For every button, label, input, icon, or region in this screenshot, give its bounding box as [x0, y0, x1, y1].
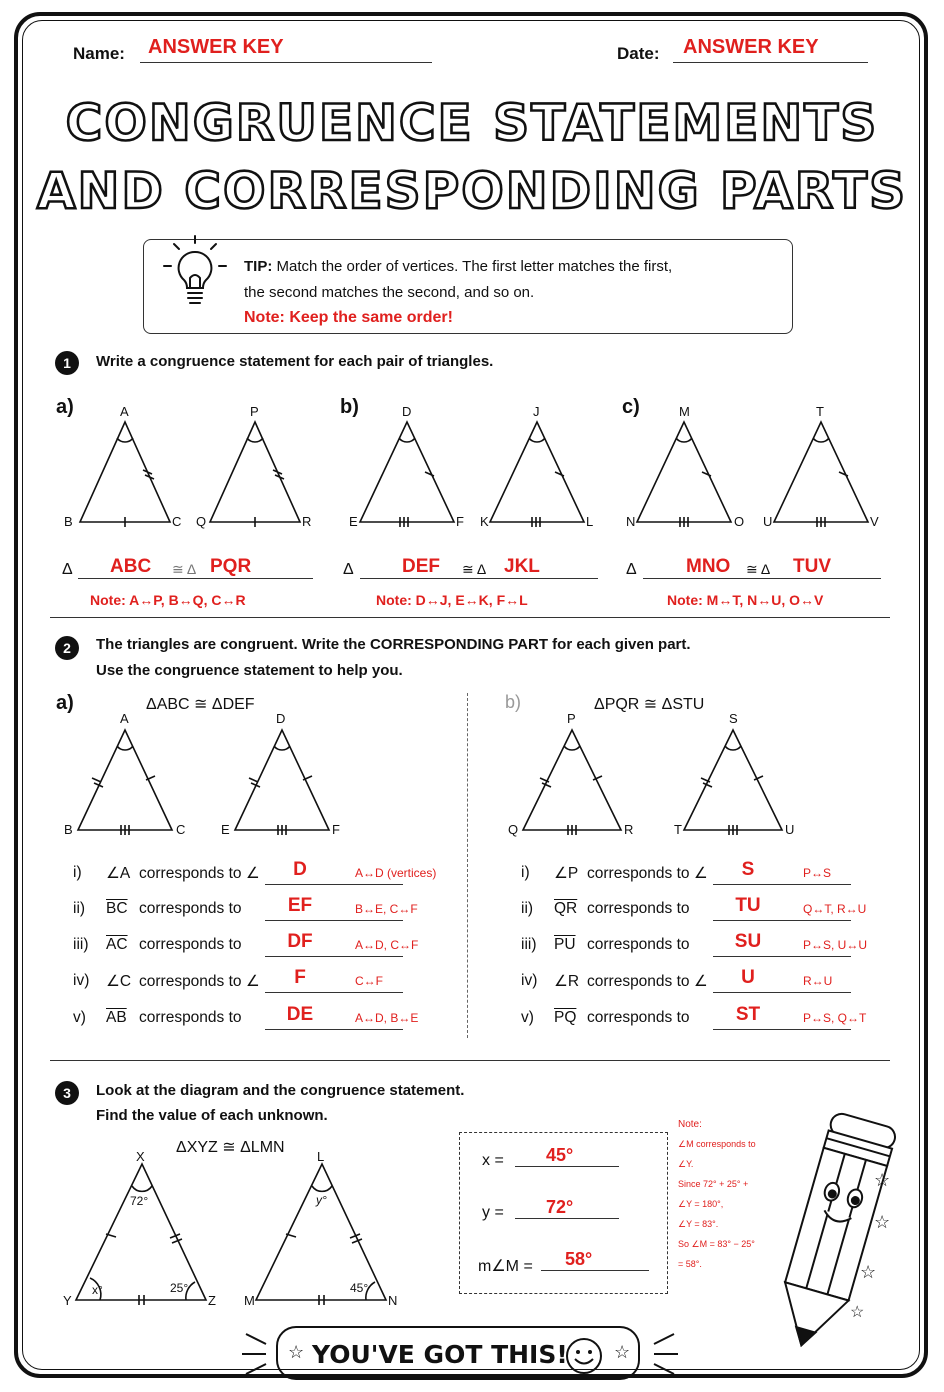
- emphasis-lines-left: [236, 1326, 276, 1380]
- lightbulb-icon: [160, 234, 230, 324]
- m-label: m∠M =: [478, 1258, 533, 1275]
- name-field[interactable]: [140, 36, 432, 63]
- side-note-line: ∠Y.: [678, 1159, 694, 1169]
- vertex-label: E: [221, 822, 230, 837]
- date-field[interactable]: [673, 36, 868, 63]
- tip-note: Note: Keep the same order!: [244, 309, 453, 326]
- section-1-question: Write a congruence statement for each pair of triangles.: [96, 353, 494, 370]
- vertex-label: M: [244, 1293, 255, 1308]
- star-icon: ☆: [860, 1262, 877, 1282]
- vertex-label: V: [870, 514, 879, 529]
- vertex-label: Y: [63, 1293, 72, 1308]
- emphasis-lines-right: [644, 1326, 684, 1380]
- row-number: v): [521, 1009, 534, 1026]
- given-part: $\overline{AC}$: [106, 936, 128, 953]
- star-icon: ☆: [874, 1170, 891, 1190]
- smiley-icon: [562, 1336, 606, 1376]
- vertex-label: L: [317, 1149, 325, 1164]
- vertex-label: C: [172, 514, 182, 529]
- angle-label: 25°: [170, 1281, 189, 1295]
- s2-triangles: [0, 708, 944, 838]
- corresponds-label: corresponds to: [587, 1009, 690, 1026]
- answer-note: P↔S, U↔U: [803, 938, 868, 952]
- title-line2: AND CORRESPONDING PARTS: [36, 162, 908, 220]
- star-icon: ☆: [874, 1212, 891, 1232]
- triangle-pqr: [210, 422, 300, 522]
- vertex-label: U: [785, 822, 795, 837]
- s1c-note: Note: M↔T, N↔U, O↔V: [667, 592, 824, 608]
- vertex-label: D: [402, 404, 412, 419]
- corresponds-label: corresponds to: [587, 936, 690, 953]
- answer: ST: [735, 1004, 761, 1025]
- s1a-cong-symbol: ≅ Δ: [172, 561, 197, 577]
- m-answer-field[interactable]: [541, 1248, 649, 1271]
- vertex-label: R: [302, 514, 312, 529]
- given-part: ∠R: [554, 973, 580, 990]
- vertex-label: K: [480, 514, 489, 529]
- answer: SU: [734, 931, 762, 952]
- answer: DF: [287, 931, 313, 952]
- name-value: ANSWER KEY: [148, 36, 284, 58]
- given-part: $\overline{AB}$: [106, 1009, 127, 1026]
- given-part: $\overline{QR}$: [554, 900, 578, 917]
- s2-part-a-label: a): [56, 692, 74, 714]
- given-part: $\overline{PQ}$: [554, 1009, 577, 1026]
- x-label: x =: [482, 1152, 504, 1169]
- corresponds-label: corresponds to: [139, 936, 242, 953]
- vertex-label: N: [388, 1293, 398, 1308]
- s1b-cong-symbol: ≅ Δ: [462, 561, 487, 577]
- section-1-number: 1: [55, 351, 79, 375]
- s1-part-c-label: c): [622, 396, 640, 418]
- vertex-label: T: [816, 404, 824, 419]
- vertex-label: U: [763, 514, 773, 529]
- s1a-answer2: PQR: [210, 556, 252, 577]
- triangle-mno: [637, 422, 731, 522]
- title-line1: CONGRUENCE STATEMENTS: [65, 94, 879, 152]
- star-icon: ☆: [850, 1304, 865, 1321]
- vertex-label: X: [136, 1149, 145, 1164]
- triangle-jkl: [490, 422, 584, 522]
- vertex-label: F: [456, 514, 464, 529]
- vertex-label: L: [586, 514, 594, 529]
- answer-note: A↔D (vertices): [355, 866, 437, 880]
- section-2-question1: The triangles are congruent. Write the CORRESPONDING PART for each given part.: [96, 636, 691, 653]
- answer: D: [293, 859, 307, 880]
- row-number: i): [73, 864, 82, 881]
- side-note-line: ∠Y = 83°.: [678, 1219, 719, 1229]
- vertex-label: A: [120, 404, 129, 419]
- s3-statement: ΔXYZ ≅ ΔLMN: [176, 1139, 285, 1156]
- s2a-statement: ΔABC ≅ ΔDEF: [146, 696, 255, 713]
- vertex-label: Z: [208, 1293, 216, 1308]
- vertex-label: C: [176, 822, 186, 837]
- vertex-label: O: [734, 514, 745, 529]
- tip-text2: the second matches the second, and so on.: [244, 284, 535, 301]
- s1-triangles: [0, 400, 944, 540]
- s1c-answer1: MNO: [686, 556, 731, 577]
- section-2-question2: Use the congruence statement to help you.: [96, 662, 403, 679]
- y-label: y =: [482, 1204, 504, 1221]
- given-part: $\overline{BC}$: [106, 900, 128, 917]
- given-part: ∠C: [106, 973, 132, 990]
- s1b-tri-symbol: Δ: [343, 561, 354, 578]
- answer-note: A↔D, B↔E: [355, 1011, 419, 1025]
- corresponds-label: corresponds to ∠: [139, 865, 260, 882]
- angle-label: y°: [316, 1193, 327, 1207]
- angle-label: x°: [92, 1283, 103, 1297]
- star-icon: ☆: [288, 1342, 305, 1362]
- answer-note: P↔S: [803, 866, 832, 880]
- given-part: ∠A: [106, 865, 131, 882]
- vertex-label: B: [64, 822, 73, 837]
- star-icon: ☆: [614, 1342, 631, 1362]
- answer-note: Q↔T, R↔U: [803, 902, 867, 916]
- side-note-line: = 58°.: [678, 1259, 702, 1269]
- answer: DE: [286, 1004, 314, 1025]
- row-number: iii): [521, 936, 537, 953]
- given-part: $\overline{PU}$: [554, 936, 576, 953]
- corresponds-label: corresponds to: [139, 900, 242, 917]
- answer: TU: [735, 895, 761, 916]
- corresponds-label: corresponds to: [139, 1009, 242, 1026]
- footer-text: YOU'VE GOT THIS!: [312, 1340, 568, 1369]
- vertex-label: T: [674, 822, 682, 837]
- divider: [50, 1060, 890, 1061]
- s2b-statement: ΔPQR ≅ ΔSTU: [594, 696, 705, 713]
- triangle-def: [360, 422, 454, 522]
- row-number: ii): [73, 900, 86, 917]
- vertex-label: Q: [196, 514, 207, 529]
- date-label: Date:: [617, 44, 660, 63]
- s1b-note: Note: D↔J, E↔K, F↔L: [376, 592, 528, 608]
- vertex-label: R: [624, 822, 634, 837]
- row-number: iii): [73, 936, 89, 953]
- row-number: v): [73, 1009, 86, 1026]
- corresponds-label: corresponds to ∠: [139, 973, 260, 990]
- corresponds-label: corresponds to ∠: [587, 865, 708, 882]
- name-label: Name:: [73, 44, 125, 63]
- vertex-label: J: [533, 404, 540, 419]
- section-3-number: 3: [55, 1081, 79, 1105]
- row-number: iv): [521, 972, 538, 989]
- answer: EF: [287, 895, 313, 916]
- vertex-label: E: [349, 514, 358, 529]
- row-number: ii): [521, 900, 534, 917]
- vertex-label: B: [64, 514, 73, 529]
- m-answer: 58°: [565, 1249, 593, 1269]
- s1a-tri-symbol: Δ: [62, 561, 73, 578]
- row-number: i): [521, 864, 530, 881]
- tip-label: TIP:: [244, 258, 273, 275]
- row-number: iv): [73, 972, 90, 989]
- section-3-question1: Look at the diagram and the congruence statement.: [96, 1082, 465, 1099]
- y-answer: 72°: [546, 1197, 574, 1217]
- section-2-number: 2: [55, 636, 79, 660]
- triangle-tuv: [774, 422, 868, 522]
- vertex-label: A: [120, 711, 129, 726]
- s1-part-a-label: a): [56, 396, 74, 418]
- side-note-line: So ∠M = 83° − 25°: [678, 1239, 755, 1249]
- answer: U: [741, 967, 755, 988]
- section-3-question2: Find the value of each unknown.: [96, 1107, 328, 1124]
- answer: F: [294, 967, 306, 988]
- vertex-label: M: [679, 404, 690, 419]
- vertex-label: D: [276, 711, 286, 726]
- tip-text1: Match the order of vertices. The first letter matches the first,: [276, 258, 673, 275]
- s1b-answer2: JKL: [504, 556, 540, 577]
- vertex-label: P: [567, 711, 576, 726]
- side-note-line: ∠M corresponds to: [678, 1139, 756, 1149]
- vertex-label: N: [626, 514, 636, 529]
- answer-note: A↔D, C↔F: [355, 938, 419, 952]
- side-note-line: Since 72° + 25° +: [678, 1179, 749, 1189]
- vertex-label: F: [332, 822, 340, 837]
- s1-part-b-label: b): [340, 396, 359, 418]
- s1c-tri-symbol: Δ: [626, 561, 637, 578]
- corresponds-label: corresponds to ∠: [587, 973, 708, 990]
- vertex-label: S: [729, 711, 738, 726]
- s1a-note: Note: A↔P, B↔Q, C↔R: [90, 592, 246, 608]
- s1b-answer1: DEF: [402, 556, 440, 577]
- s2-part-b-label: b): [505, 692, 522, 712]
- date-value: ANSWER KEY: [683, 36, 819, 58]
- side-note-line: Note:: [678, 1119, 702, 1130]
- triangle-abc: [80, 422, 170, 522]
- divider: [50, 617, 890, 618]
- side-note-line: ∠Y = 180°,: [678, 1199, 724, 1209]
- given-part: ∠P: [554, 865, 579, 882]
- answer: S: [741, 859, 755, 880]
- tip-line1: [244, 258, 672, 275]
- angle-label: 45°: [350, 1281, 369, 1295]
- pencil-mascot-icon: [740, 1098, 930, 1358]
- x-answer: 45°: [546, 1145, 574, 1165]
- s1c-cong-symbol: ≅ Δ: [746, 561, 771, 577]
- angle-label: 72°: [130, 1194, 149, 1208]
- s1a-answer1: ABC: [110, 556, 152, 577]
- answer-note: P↔S, Q↔T: [803, 1011, 867, 1025]
- s1c-answer2: TUV: [793, 556, 831, 577]
- vertex-label: Q: [508, 822, 519, 837]
- corresponds-label: corresponds to: [587, 900, 690, 917]
- answer-note: R↔U: [803, 974, 833, 988]
- answer-note: B↔E, C↔F: [355, 902, 418, 916]
- answer-note: C↔F: [355, 974, 383, 988]
- vertex-label: P: [250, 404, 259, 419]
